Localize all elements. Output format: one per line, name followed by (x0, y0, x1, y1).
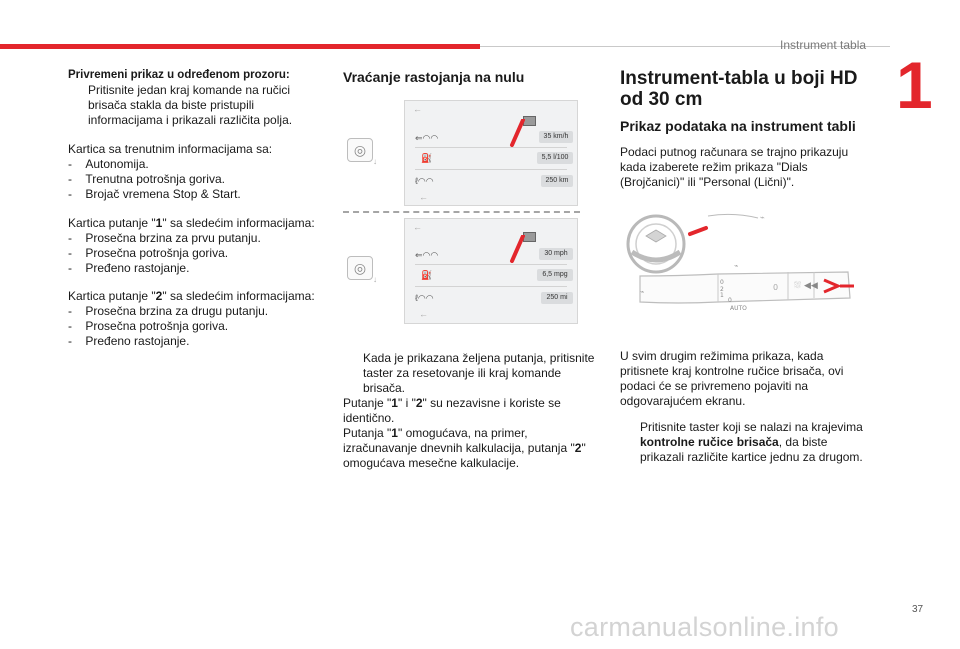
stalk-label: AUTO (730, 305, 747, 312)
svg-text:⌁: ⌁ (760, 213, 765, 222)
bullet-text: Pritisnite jedan kraj komande na ručici brisača stakla da biste pristupili informacijama i prikazali različita polja. (88, 83, 293, 127)
list-item: - Prosečna brzina za drugu putanju. (68, 304, 269, 318)
distance-value: 250 km (541, 175, 573, 187)
car-distance-icon: ℓ◠◠ (415, 176, 434, 186)
reset-title: Vraćanje rastojanja na nulu (343, 69, 525, 85)
row-divider (415, 147, 567, 148)
back-arrow-icon: ← (413, 104, 422, 114)
svg-text:⌁: ⌁ (640, 288, 645, 296)
card-intro: Kartica sa trenutnim informacijama sa: (68, 142, 273, 156)
list-item: - Trenutna potrošnja goriva. (68, 172, 225, 186)
list-item: - Prosečna potrošnja goriva. (68, 319, 229, 333)
reset-bullet (343, 351, 601, 396)
bullet-paragraph: Pritisnite taster koji se nalazi na krajevima kontrolne ručice brisača, da biste prikazali različite kartice jednu za drugom. (640, 420, 863, 464)
next-arrow-icon: ← (419, 309, 428, 319)
trip-screen-2 (404, 218, 578, 324)
svg-text:0: 0 (773, 283, 779, 292)
stalk-label: 2 (720, 286, 724, 293)
row-divider (415, 169, 567, 170)
trips-independent: Putanje "1" i "2" su nezavisne i koriste se identično. (343, 396, 561, 425)
svg-text:◀◀: ◀◀ (804, 281, 818, 291)
row-divider (415, 286, 567, 287)
dashboard-intro: Podaci putnog računara se trajno prikazuju kada izaberete režim prikaza "Dials (Brojčanici)" ili "Personal (Lični)". (620, 145, 849, 189)
list-item: - Pređeno rastojanje. (68, 261, 190, 275)
steering-button-icon: ◎ (347, 256, 373, 280)
red-pointer-icon (509, 235, 525, 263)
svg-text:⌁: ⌁ (734, 262, 739, 270)
button-arrow-icon: ↓ (373, 275, 377, 284)
list-item: - Prosečna brzina za prvu putanju. (68, 231, 261, 245)
chapter-number: 1 (896, 48, 933, 122)
header-red-bar (0, 44, 480, 49)
list-item: - Pređeno rastojanje. (68, 334, 190, 348)
dashboard-subtitle: Prikaz podataka na instrument tabli (620, 118, 856, 134)
column-middle-text (343, 351, 601, 471)
trip2-intro: Kartica putanje "2" sa sledećim informacijama: (68, 289, 315, 303)
list-item: - Prosečna potrošnja goriva. (68, 246, 229, 260)
consumption-value: 5,5 l/100 (537, 152, 573, 164)
stalk-label: 1 (720, 292, 724, 299)
other-modes-paragraph: U svim drugim režimima prikaza, kada pritisnete kraj kontrolne ručice brisača, ovi podaci će se privremeno pojaviti na odgovarajućem ekranu. (620, 349, 844, 408)
temp-display-bullet (68, 83, 326, 128)
next-arrow-icon: ← (419, 192, 428, 202)
list-item: - Brojač vremena Stop & Start. (68, 187, 241, 201)
distance-value: 250 mi (541, 292, 573, 304)
red-pointer-icon (509, 119, 525, 147)
page-number: 37 (912, 604, 924, 615)
section-title: Instrument tabla (780, 38, 867, 52)
temp-display-title: Privremeni prikaz u određenom prozoru: (68, 69, 290, 81)
separator-dashed (343, 211, 580, 213)
site-watermark: carmanualsonline.info (570, 612, 839, 642)
trip-screen-1 (404, 100, 578, 206)
wiper-stalk-illustration (618, 206, 860, 334)
consumption-value: 6,5 mpg (537, 269, 573, 281)
column-left (68, 68, 326, 349)
bullet-text: Kada je prikazana željena putanja, pritisnite taster za resetovanje ili kraj komande brisača. (363, 351, 595, 395)
steering-button-icon: ◎ (347, 138, 373, 162)
press-button-bullet (620, 420, 870, 465)
back-arrow-icon: ← (413, 222, 422, 232)
fuel-icon: ⛽ (421, 153, 433, 163)
fuel-icon: ⛽ (421, 270, 433, 280)
speed-value: 30 mph (539, 248, 573, 260)
stalk-label: 0 (728, 297, 732, 304)
trip1-intro: Kartica putanje "1" sa sledećim informacijama: (68, 216, 315, 230)
svg-text:⛆: ⛆ (794, 281, 802, 291)
trips-usage: Putanja "1" omogućava, na primer, izračunavanje dnevnih kalkulacija, putanja "2" omogućava mesečne kalkulacije. (343, 426, 586, 470)
hd-dashboard-title: Instrument-tabla u boji HD od 30 cm (620, 68, 858, 110)
car-speed-icon: ⇐◠◠ (415, 133, 439, 143)
list-item: - Autonomija. (68, 157, 149, 171)
car-distance-icon: ℓ◠◠ (415, 293, 434, 303)
stalk-label: 0 (720, 279, 724, 286)
car-speed-icon: ⇐◠◠ (415, 250, 439, 260)
speed-value: 35 km/h (539, 131, 573, 143)
button-arrow-icon: ↓ (373, 157, 377, 166)
row-divider (415, 264, 567, 265)
